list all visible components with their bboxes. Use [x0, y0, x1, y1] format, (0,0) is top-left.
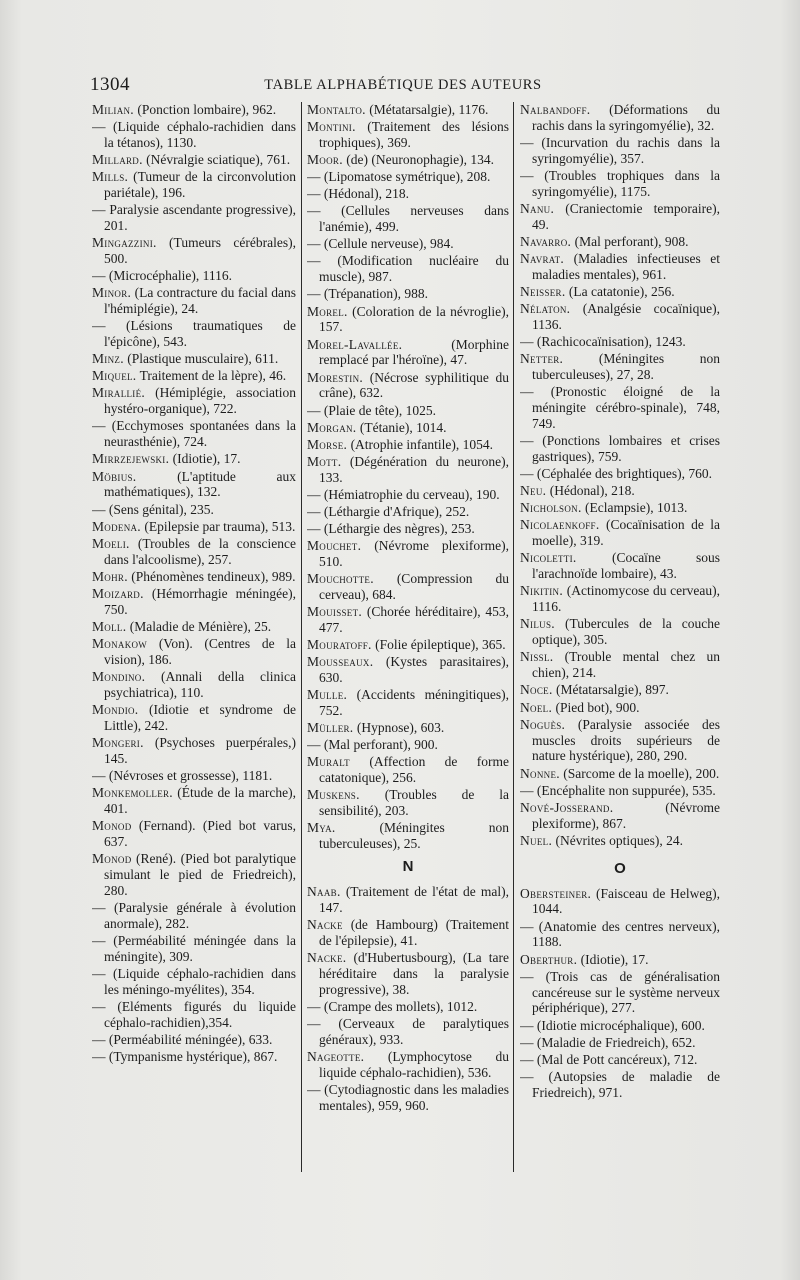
author-name: Mouchet. — [307, 538, 362, 554]
entry-text: — (Cellules nerveuses dans l'anémie), 499. — [307, 203, 509, 235]
index-entry — [307, 403, 509, 419]
index-entry — [520, 201, 720, 233]
entry-text: (Tumeur de la circonvolution pariétale), 196. — [104, 169, 296, 201]
author-name: Modena. — [92, 518, 141, 534]
index-entry — [92, 818, 296, 850]
entry-text: (Traitement de l'état de mal), 147. — [319, 884, 509, 916]
index-entry — [307, 538, 509, 570]
index-entry — [307, 186, 509, 202]
index-entry — [520, 616, 720, 648]
index-entry — [520, 517, 720, 549]
index-entry — [307, 571, 509, 603]
index-entry — [520, 783, 720, 799]
index-entry — [92, 418, 296, 450]
index-entry — [520, 251, 720, 283]
entry-text: (Méningites non tuberculeuses), 25. — [319, 820, 509, 852]
index-entry — [520, 466, 720, 482]
entry-text: — (Mal perforant), 900. — [307, 737, 438, 753]
author-name: Morgan. — [307, 419, 357, 435]
entry-text: (d'Hubertusbourg), (La tare héréditaire dans la paralysie progressive), 38. — [319, 950, 509, 997]
index-entry — [307, 487, 509, 503]
entry-text: (L'aptitude aux mathématiques), 132. — [104, 468, 296, 500]
entry-text: — (Eléments figurés du liquide céphalo-rachidien),354. — [92, 998, 296, 1030]
entry-text: — (Ecchymoses spontanées dans la neurasthénie), 724. — [92, 418, 296, 450]
index-entry — [92, 368, 296, 384]
entry-text: — (Anatomie des centres nerveux), 1188. — [520, 918, 720, 950]
entry-text: (La catatonie), 256. — [568, 284, 675, 300]
index-entry — [307, 504, 509, 520]
entry-text: (Hémorrhagie méningée), 750. — [104, 585, 296, 617]
entry-text: (Accidents méningitiques), 752. — [319, 687, 509, 719]
entry-text: — (Tympanisme hystérique), 867. — [92, 1049, 278, 1065]
author-name: Nageotte. — [307, 1049, 365, 1065]
index-entry — [307, 437, 509, 453]
author-name: Navarro. — [520, 234, 572, 249]
entry-text: — (Cytodiagnostic dans les maladies mentales), 959, 960. — [307, 1082, 509, 1114]
index-entry — [92, 785, 296, 817]
index-entry — [307, 370, 509, 402]
entry-text: — (Rachicocaïnisation), 1243. — [520, 334, 686, 350]
index-entry — [92, 351, 296, 367]
author-name: Nicholson. — [520, 500, 582, 516]
entry-text: (Névralgie sciatique), 761. — [146, 152, 291, 168]
entry-text: — (Microcéphalie), 1116. — [92, 268, 232, 284]
index-entry — [92, 285, 296, 317]
entry-text: (René). (Pied bot paralytique simulant le pied de Friedreich), 280. — [104, 851, 296, 898]
author-name: Morel. — [307, 303, 348, 319]
entry-text: — (Trois cas de généralisation cancéreuse sur le système nerveux périphérique), 277. — [520, 968, 720, 1016]
entry-text: (Trouble mental chez un chien), 214. — [532, 649, 720, 681]
index-entry — [520, 550, 720, 582]
entry-text: — (Plaie de tête), 1025. — [307, 402, 436, 418]
entry-text: (Von). (Centres de la vision), 186. — [104, 635, 296, 667]
author-name: Mills. — [92, 169, 129, 185]
entry-text: (de) (Neuronophagie), 134. — [346, 152, 494, 168]
index-entry — [520, 700, 720, 716]
author-name: Noel. — [520, 699, 553, 715]
entry-text: (La contracture du facial dans l'hémiplégie), 24. — [104, 285, 296, 317]
author-name: Monakow — [92, 635, 148, 651]
entry-text: (Nécrose syphilitique du crâne), 632. — [319, 369, 509, 401]
entry-text: (Chorée héréditaire), 453, 477. — [319, 604, 509, 636]
index-entry — [520, 800, 720, 832]
author-name: Nalbandoff. — [520, 102, 591, 117]
author-name: Milian. — [92, 102, 134, 117]
entry-text: — (Sens génital), 235. — [92, 501, 214, 517]
author-name: Navrat. — [520, 251, 565, 267]
entry-text: (Hypnose), 603. — [356, 720, 445, 736]
entry-text: (Traitement des lésions trophiques), 369. — [319, 119, 509, 150]
page-number: 1304 — [90, 74, 130, 95]
index-entry — [92, 169, 296, 201]
index-entry — [307, 637, 509, 653]
index-entry — [92, 519, 296, 535]
entry-text: (de Hambourg) (Traitement de l'épilepsie), 41. — [319, 917, 509, 949]
index-entry — [520, 919, 720, 951]
author-name: Muskens. — [307, 787, 360, 803]
author-name: Obersteiner. — [520, 885, 592, 901]
author-name: Nilus. — [520, 616, 555, 632]
author-name: Mirrzejewski. — [92, 451, 170, 467]
entry-text: (Maladies infectieuses et maladies mentales), 961. — [532, 251, 720, 282]
entry-text: — (Perméabilité méningée dans la méningite), 309. — [92, 932, 296, 964]
entry-text: — (Hémiatrophie du cerveau), 190. — [307, 486, 500, 502]
author-name: Mulle. — [307, 687, 348, 703]
letter-heading: N — [402, 858, 414, 876]
entry-text: — (Cellule nerveuse), 984. — [307, 236, 454, 252]
index-entry — [307, 754, 509, 786]
index-entry — [92, 569, 296, 585]
author-name: Neu. — [520, 483, 547, 499]
entry-text: (Pied bot), 900. — [555, 699, 640, 715]
entry-text: — (Idiotie microcéphalique), 600. — [520, 1017, 705, 1033]
author-name: Monod — [92, 851, 132, 867]
author-name: Morel-Lavallée. — [307, 336, 403, 352]
author-name: Mouisset. — [307, 604, 363, 620]
entry-text: (Analgésie cocaïnique), 1136. — [532, 301, 720, 333]
entry-text: (Actinomycose du cerveau), 1116. — [532, 583, 720, 615]
entry-text: — (Encéphalite non suppurée), 535. — [520, 782, 716, 798]
entry-text: (Epilepsie par trauma), 513. — [144, 518, 296, 534]
entry-text: — (Léthargie des nègres), 253. — [307, 521, 475, 537]
index-entry — [520, 1069, 720, 1101]
entry-text: — Paralysie ascendante progressive), 201. — [92, 202, 296, 234]
entry-text: — (Pronostic éloigné de la méningite cérébro-spinale), 748, 749. — [520, 384, 720, 432]
author-name: Nacke. — [307, 950, 347, 966]
entry-text: — (Autopsies de maladie de Friedreich), 971. — [520, 1068, 720, 1100]
index-entry — [92, 933, 296, 965]
index-entry — [307, 720, 509, 736]
index-entry — [520, 682, 720, 698]
entry-text: (Paralysie associée des muscles droits supérieurs de nature hystérique), 280, 290. — [532, 716, 720, 764]
entry-text: (Annali della clinica psychiatrica), 110. — [104, 668, 296, 700]
index-entry — [520, 483, 720, 499]
entry-text: — (Hédonal), 218. — [307, 186, 409, 202]
letter-heading: O — [614, 859, 626, 877]
entry-text: (Plastique musculaire), 611. — [127, 351, 279, 367]
index-entry — [307, 1049, 509, 1081]
author-name: Mousseaux. — [307, 654, 374, 670]
index-entry — [520, 384, 720, 432]
index-entry — [307, 203, 509, 235]
entry-text: (Compression du cerveau), 684. — [319, 571, 509, 603]
author-name: Montini. — [307, 119, 356, 135]
index-entry — [307, 654, 509, 686]
index-entry — [307, 737, 509, 753]
index-entry — [307, 884, 509, 916]
index-entry — [520, 284, 720, 300]
entry-text: (Idiotie et syndrome de Little), 242. — [104, 701, 296, 733]
entry-text: (Idiotie), 17. — [580, 951, 649, 967]
entry-text: — (Perméabilité méningée), 633. — [92, 1031, 273, 1047]
author-name: Mirallié. — [92, 385, 146, 401]
entry-text: (Kystes parasitaires), 630. — [319, 654, 509, 686]
entry-text: — (Lipomatose symétrique), 208. — [307, 169, 491, 185]
author-name: Millard. — [92, 152, 143, 168]
index-entry — [92, 268, 296, 284]
index-entry — [520, 351, 720, 383]
author-name: Montalto. — [307, 102, 366, 117]
index-entry — [92, 469, 296, 501]
entry-text: — (Maladie de Friedreich), 652. — [520, 1034, 696, 1050]
entry-text: (Tumeurs cérébrales), 500. — [104, 235, 296, 267]
entry-text: — (Lésions traumatiques de l'épicône), 543. — [92, 318, 296, 350]
entry-text: — (Trépanation), 988. — [307, 286, 428, 302]
author-name: Neisser. — [520, 284, 566, 300]
index-column-3 — [520, 102, 720, 1168]
entry-text: (Eclampsie), 1013. — [585, 500, 688, 516]
entry-text: (Cocaïnisation de la moelle), 319. — [532, 517, 720, 549]
index-entry — [307, 1082, 509, 1114]
author-name: Nacke — [307, 917, 343, 933]
entry-text: — (Cerveaux de paralytiques généraux), 933. — [307, 1016, 509, 1048]
author-name: Naab. — [307, 884, 341, 900]
index-entry — [520, 1018, 720, 1034]
index-entry — [307, 787, 509, 819]
index-entry — [520, 102, 720, 134]
entry-text: (Folie épileptique), 365. — [375, 637, 506, 653]
index-entry — [92, 1049, 296, 1065]
entry-text: (Mal perforant), 908. — [574, 234, 689, 249]
author-name: Mouchotte. — [307, 571, 374, 587]
entry-text: (Affection de forme catatonique), 256. — [319, 754, 509, 786]
author-name: Mouratoff. — [307, 637, 372, 653]
index-entry — [307, 950, 509, 998]
index-entry — [520, 433, 720, 465]
author-name: Mingazzini. — [92, 235, 157, 251]
index-entry — [520, 301, 720, 333]
entry-text: (Fernand). (Pied bot varus, 637. — [104, 818, 296, 849]
author-name: Nové-Josserand. — [520, 799, 614, 815]
entry-text: — (Ponctions lombaires et crises gastriques), 759. — [520, 433, 720, 465]
index-entry — [520, 500, 720, 516]
entry-text: — (Crampe des mollets), 1012. — [307, 999, 478, 1015]
entry-text: — (Incurvation du rachis dans la syringomyélie), 357. — [520, 135, 720, 166]
index-entry — [307, 286, 509, 302]
index-entry — [520, 334, 720, 350]
index-entry — [520, 1052, 720, 1068]
index-entry — [307, 102, 509, 118]
index-entry — [307, 604, 509, 636]
entry-text: — (Troubles trophiques dans la syringomyélie), 1175. — [520, 168, 720, 199]
author-name: Moll. — [92, 618, 127, 634]
index-entry — [92, 451, 296, 467]
index-entry — [307, 420, 509, 436]
index-entry — [92, 235, 296, 267]
index-entry — [520, 234, 720, 250]
index-entry — [520, 717, 720, 765]
author-name: Muralt — [307, 754, 350, 770]
entry-text: (Tubercules de la couche optique), 305. — [532, 616, 720, 648]
entry-text: (Dégénération du neurone), 133. — [319, 453, 509, 485]
author-name: Morse. — [307, 436, 348, 452]
index-entry — [92, 119, 296, 151]
entry-text: (Faisceau de Helweg), 1044. — [532, 885, 720, 917]
author-name: Minor. — [92, 285, 132, 301]
index-entry — [92, 202, 296, 234]
author-name: Monod — [92, 818, 132, 834]
entry-text: (Étude de la marche), 401. — [104, 785, 296, 816]
author-name: Mya. — [307, 820, 336, 836]
author-name: Noce. — [520, 682, 553, 698]
index-entry — [92, 669, 296, 701]
entry-text: (Méningites non tuberculeuses), 27, 28. — [532, 351, 720, 383]
author-name: Minz. — [92, 351, 124, 367]
entry-text: (Déformations du rachis dans la syringomyélie), 32. — [532, 102, 720, 133]
index-entry — [520, 969, 720, 1017]
entry-text: — (Liquide céphalo-rachidien dans les méningo-myélites), 354. — [92, 965, 296, 997]
entry-text: (Tétanie), 1014. — [359, 419, 447, 435]
index-entry — [92, 966, 296, 998]
index-entry — [92, 999, 296, 1031]
index-entry — [92, 152, 296, 168]
author-name: Mott. — [307, 453, 342, 469]
entry-text: Traitement de la lèpre), 46. — [139, 368, 287, 384]
author-name: Moizard. — [92, 585, 144, 601]
entry-text: (Atrophie infantile), 1054. — [350, 436, 494, 452]
index-entry — [92, 102, 296, 118]
author-name: Möbius. — [92, 468, 137, 484]
index-entry — [307, 454, 509, 486]
index-entry — [520, 766, 720, 782]
index-entry — [520, 886, 720, 918]
index-entry — [92, 900, 296, 932]
index-entry — [520, 583, 720, 615]
author-name: Netter. — [520, 351, 564, 367]
author-name: Müller. — [307, 720, 354, 736]
index-entry — [92, 586, 296, 618]
index-entry — [92, 1032, 296, 1048]
entry-text: (Lymphocytose du liquide céphalo-rachidien), 536. — [319, 1049, 509, 1081]
entry-text: — (Liquide céphalo-rachidien dans la tétanos), 1130. — [92, 119, 296, 150]
index-entry — [92, 768, 296, 784]
entry-text: — (Léthargie d'Afrique), 252. — [307, 503, 470, 519]
index-entry — [520, 952, 720, 968]
index-column-1 — [92, 102, 296, 1168]
entry-text: — (Mal de Pott cancéreux), 712. — [520, 1051, 698, 1067]
entry-text: (Morphine remplacé par l'héroïne), 47. — [319, 336, 509, 368]
entry-text: (Troubles de la conscience dans l'alcoolisme), 257. — [104, 535, 296, 567]
column-divider — [513, 102, 514, 1172]
author-name: Nuel. — [520, 832, 553, 848]
index-entry — [307, 337, 509, 369]
index-entry — [92, 735, 296, 767]
author-name: Nanu. — [520, 201, 555, 216]
column-divider — [301, 102, 302, 1172]
index-entry — [92, 385, 296, 417]
index-entry — [307, 169, 509, 185]
author-name: Morestin. — [307, 369, 364, 385]
entry-text: (Névrome plexiforme), 867. — [532, 799, 720, 831]
entry-text: — (Névroses et grossesse), 1181. — [92, 767, 273, 783]
entry-text: (Troubles de la sensibilité), 203. — [319, 787, 509, 819]
page-header — [90, 74, 716, 100]
entry-text: (Sarcome de la moelle), 200. — [563, 765, 720, 781]
index-entry — [307, 820, 509, 852]
author-name: Oberthur. — [520, 951, 578, 967]
author-name: Moeli. — [92, 535, 130, 551]
entry-text: (Cocaïne sous l'arachnoïde lombaire), 43. — [532, 550, 720, 582]
entry-text: (Craniectomie temporaire), 49. — [532, 201, 720, 232]
index-entry — [92, 619, 296, 635]
entry-text: (Métatarsalgie), 897. — [556, 682, 669, 698]
index-entry — [92, 702, 296, 734]
author-name: Mondino. — [92, 668, 146, 684]
index-entry — [92, 851, 296, 899]
author-name: Mondio. — [92, 701, 139, 717]
index-entry — [520, 135, 720, 167]
index-entry — [92, 636, 296, 668]
index-entry — [307, 521, 509, 537]
author-name: Monkemoller. — [92, 785, 173, 801]
author-name: Nélaton. — [520, 301, 571, 317]
index-entry — [307, 999, 509, 1015]
entry-text: (Psychoses puerpérales,) 145. — [104, 734, 296, 766]
index-entry — [307, 236, 509, 252]
index-entry — [520, 833, 720, 849]
author-name: Nikitin. — [520, 583, 564, 599]
author-name: Miquel. — [92, 368, 137, 384]
index-entry — [520, 168, 720, 200]
index-entry — [520, 649, 720, 681]
author-name: Nicoletti. — [520, 550, 577, 566]
index-entry — [92, 502, 296, 518]
entry-text: — (Modification nucléaire du muscle), 987. — [307, 253, 509, 285]
index-entry — [307, 917, 509, 949]
entry-text: (Métatarsalgie), 1176. — [369, 102, 489, 117]
entry-text: (Hédonal), 218. — [549, 483, 635, 499]
index-entry — [92, 536, 296, 568]
author-name: Nicolaenkoff. — [520, 517, 600, 533]
index-entry — [92, 318, 296, 350]
index-entry — [307, 152, 509, 168]
author-name: Moor. — [307, 152, 343, 168]
entry-text: (Coloration de la névroglie), 157. — [319, 303, 509, 335]
author-name: Nonne. — [520, 765, 560, 781]
entry-text: (Névrome plexiforme), 510. — [319, 538, 509, 570]
entry-text: (Hémiplégie, association hystéro-organique), 722. — [104, 385, 296, 417]
entry-text: (Névrites optiques), 24. — [555, 832, 683, 848]
index-column-2 — [307, 102, 509, 1168]
index-entry — [307, 119, 509, 151]
entry-text: — (Paralysie générale à évolution anormale), 282. — [92, 899, 296, 931]
index-entry — [307, 1016, 509, 1048]
index-entry — [307, 687, 509, 719]
index-entry — [307, 253, 509, 285]
author-name: Noguès. — [520, 716, 566, 732]
index-entry — [520, 1035, 720, 1051]
entry-text: (Idiotie), 17. — [172, 451, 241, 467]
author-name: Mongeri. — [92, 734, 144, 750]
entry-text: (Ponction lombaire), 962. — [137, 102, 277, 117]
entry-text: (Phénomènes tendineux), 989. — [131, 568, 296, 584]
entry-text: (Maladie de Ménière), 25. — [129, 618, 272, 634]
entry-text: — (Céphalée des brightiques), 760. — [520, 466, 712, 482]
author-name: Mohr. — [92, 568, 128, 584]
index-entry — [307, 304, 509, 336]
running-title: TABLE ALPHABÉTIQUE DES AUTEURS — [264, 77, 542, 93]
author-name: Nissl. — [520, 649, 554, 665]
